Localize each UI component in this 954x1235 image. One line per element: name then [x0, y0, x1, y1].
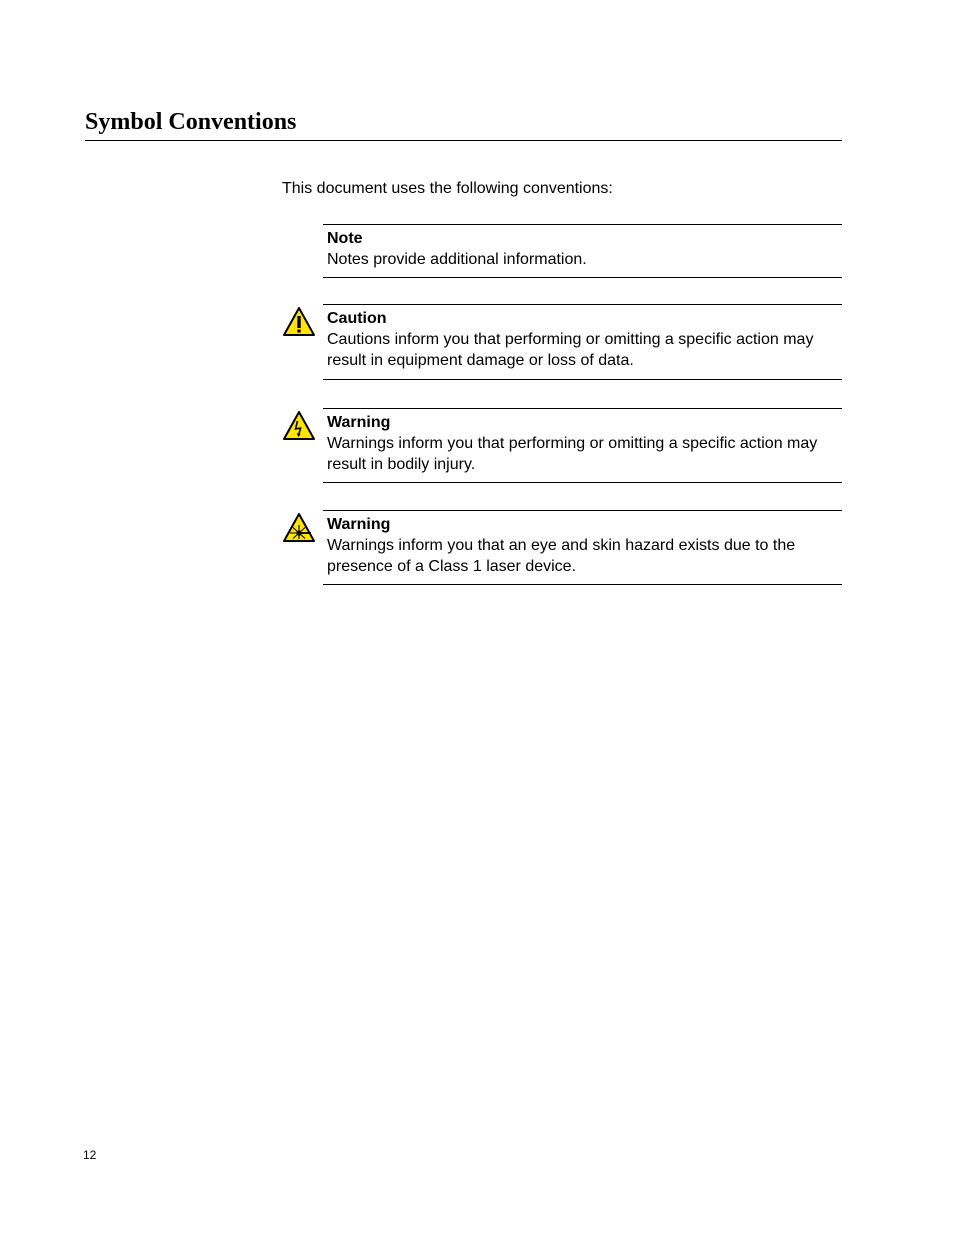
warning-electrical-text: Warnings inform you that performing or omitting a specific action may result in bodily injury. — [327, 435, 818, 473]
caution-exclamation-icon — [282, 306, 316, 337]
warning-electrical-block — [323, 408, 842, 483]
warning-laser-block — [323, 510, 842, 585]
caution-block — [323, 304, 842, 380]
warning-laser-text: Warnings inform you that an eye and skin hazard exists due to the presence of a Class 1 laser device. — [327, 537, 796, 575]
caution-heading: Caution — [327, 310, 387, 327]
page-title: Symbol Conventions — [85, 106, 842, 141]
page-number: 12 — [83, 1148, 97, 1162]
note-block — [323, 224, 842, 278]
intro-text: This document uses the following conventions: — [282, 180, 613, 197]
note-text: Notes provide additional information. — [327, 251, 587, 268]
warning-laser-heading: Warning — [327, 516, 391, 533]
electrical-hazard-icon — [282, 410, 316, 441]
warning-electrical-heading: Warning — [327, 414, 391, 431]
note-heading: Note — [327, 230, 363, 247]
caution-text: Cautions inform you that performing or omitting a specific action may result in equipment damage or loss of data. — [327, 331, 814, 369]
laser-hazard-icon — [282, 512, 316, 543]
